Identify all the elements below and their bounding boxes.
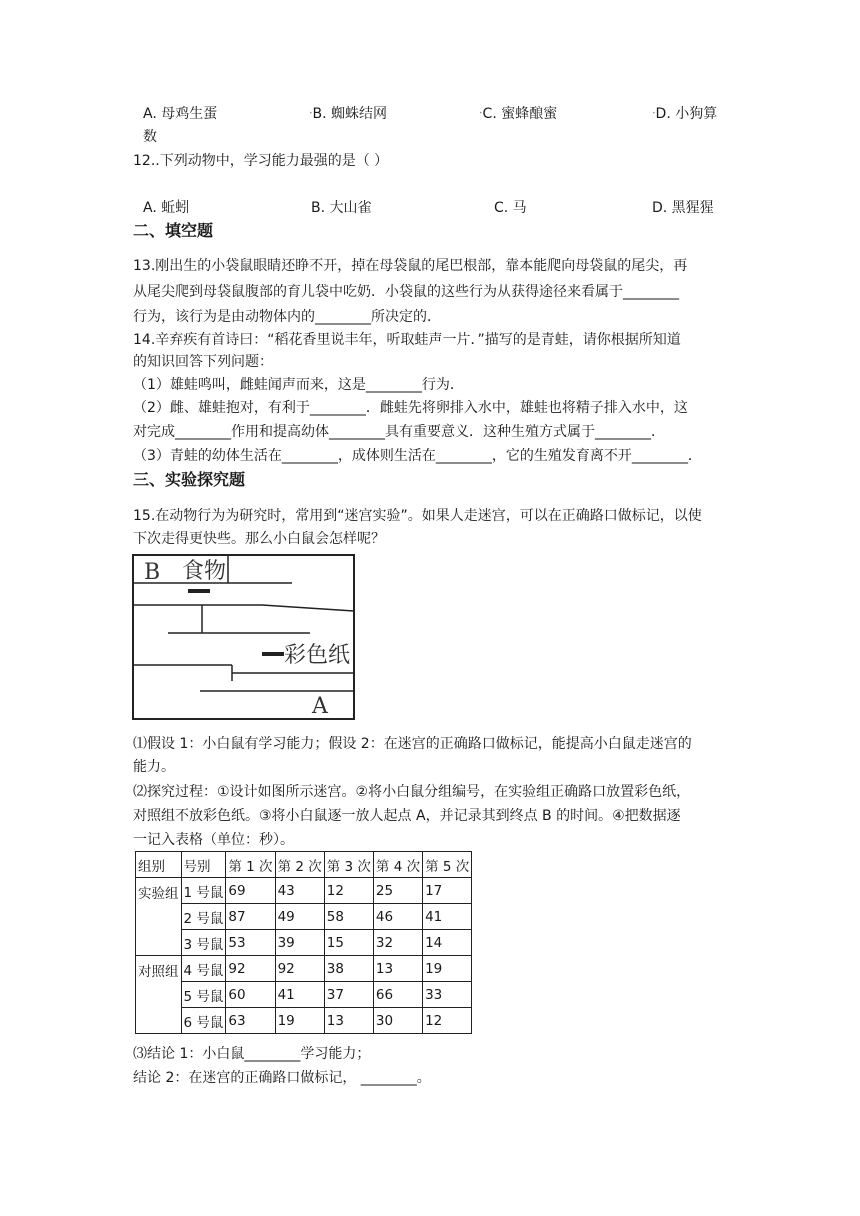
table-cell: 41 [275, 982, 324, 1008]
table-cell: 14 [423, 930, 472, 956]
table-row [136, 904, 472, 930]
table-cell: 49 [275, 904, 324, 930]
q11-option-d [652, 104, 717, 124]
q15-hypothesis-line-1: ⑴假设 1：小白鼠有学习能力；假设 2：在迷宫的正确路口做标记，能提高小白鼠走迷宫的 [133, 736, 692, 752]
maze-diagram [132, 553, 356, 721]
maze-label-colored-paper: 彩色纸 [284, 643, 351, 668]
q15-hypothesis-line-2: 能力。 [133, 759, 175, 775]
q11-option-b-text: B. 蜘蛛结网 [312, 106, 388, 122]
q15-conclusion-1: ⑶结论 1：小白鼠________学习能力； [133, 1046, 371, 1062]
maze-label-b: B [144, 560, 161, 585]
q12-option-b: B. 大山雀 [311, 200, 372, 216]
table-cell: 39 [275, 930, 324, 956]
q14-line-2: 的知识回答下列问题： [133, 354, 273, 370]
table-cell: 66 [373, 982, 422, 1008]
table-cell: 87 [226, 904, 275, 930]
table-cell: 32 [373, 930, 422, 956]
table-cell: 60 [226, 982, 275, 1008]
q15-line-2: 下次走得更快些。那么小白鼠会怎样呢？ [133, 531, 385, 547]
table-cell: 3 号鼠 [181, 930, 226, 956]
group-cell: 对照组 [136, 956, 182, 1034]
q13-line-2: 从尾尖爬到母袋鼠腹部的育儿袋中吃奶．小袋鼠的这些行为从获得途径来看属于________ [133, 284, 679, 300]
q13-line-1: 13.刚出生的小袋鼠眼睛还睁不开，掉在母袋鼠的尾巴根部，靠本能爬向母袋鼠的尾尖，再 [133, 258, 688, 274]
table-cell: 33 [423, 982, 472, 1008]
table-header-cell: 第 1 次 [226, 852, 275, 878]
maze-label-food: 食物 [182, 559, 227, 584]
table-cell: 92 [226, 956, 275, 982]
q15-conclusion-2: 结论 2：在迷宫的正确路口做标记， ________。 [133, 1070, 431, 1086]
table-cell: 13 [324, 1008, 373, 1034]
table-cell: 1 号鼠 [181, 878, 226, 904]
q15-procedure-line-3: 一记入表格（单位：秒）。 [133, 832, 294, 848]
q14-line-3: （1）雄蛙鸣叫，雌蛙闻声而来，这是________行为． [133, 377, 464, 393]
q11-option-b [309, 104, 387, 124]
results-table [135, 851, 472, 1034]
table-cell: 38 [324, 956, 373, 982]
q15-procedure-line-1: ⑵探究过程：①设计如图所示迷宫。②将小白鼠分组编号，在实验组正确路口放置彩色纸， [133, 784, 691, 800]
table-header-cell: 第 5 次 [423, 852, 472, 878]
q11-option-a-wrap: 数 [143, 129, 157, 145]
table-row [136, 956, 472, 982]
table-cell: 69 [226, 878, 275, 904]
table-cell: 63 [226, 1008, 275, 1034]
table-cell: 43 [275, 878, 324, 904]
table-header-cell: 第 3 次 [324, 852, 373, 878]
q13-line-3: 行为，该行为是由动物体内的________所决定的． [133, 309, 441, 325]
table-cell: 25 [373, 878, 422, 904]
bullet-dot-icon: • [652, 110, 656, 117]
table-cell: 17 [423, 878, 472, 904]
table-cell: 5 号鼠 [181, 982, 226, 1008]
table-cell: 58 [324, 904, 373, 930]
q14-line-6: （3）青蛙的幼体生活在________，成体则生活在________，它的生殖发育离不开________． [133, 448, 702, 464]
q11-option-a: A. 母鸡生蛋 [143, 106, 218, 122]
table-header-cell: 组别 [136, 852, 182, 878]
section-heading-fill-blank: 二、填空题 [133, 221, 214, 240]
q15-line-1: 15.在动物行为为研究时，常用到“迷宫实验”。如果人走迷宫，可以在正确路口做标记，以使 [133, 508, 702, 524]
table-cell: 6 号鼠 [181, 1008, 226, 1034]
q14-line-5: 对完成________作用和提高幼体________具有重要意义．这种生殖方式属于________． [133, 424, 665, 440]
table-cell: 53 [226, 930, 275, 956]
q12-stem: 12..下列动物中，学习能力最强的是（ ） [133, 153, 389, 169]
table-cell: 2 号鼠 [181, 904, 226, 930]
q14-line-4: （2）雌、雄蛙抱对，有利于________．雌蛙先将卵排入水中，雄蛙也将精子排入水中，这 [133, 400, 688, 416]
table-header-row [136, 852, 472, 878]
table-cell: 12 [324, 878, 373, 904]
table-cell: 19 [423, 956, 472, 982]
q14-line-1: 14.辛弃疾有首诗曰：“稻花香里说丰年，听取蛙声一片．”描写的是青蛙，请你根据所知道 [133, 332, 681, 348]
table-row [136, 930, 472, 956]
table-header-cell: 第 2 次 [275, 852, 324, 878]
bullet-dot-icon: • [309, 110, 313, 117]
q11-option-c [479, 104, 557, 124]
table-cell: 41 [423, 904, 472, 930]
table-header-cell: 第 4 次 [373, 852, 422, 878]
q12-option-d: D. 黑猩猩 [652, 200, 714, 216]
table-cell: 4 号鼠 [181, 956, 226, 982]
table-cell: 19 [275, 1008, 324, 1034]
table-row [136, 982, 472, 1008]
maze-label-a: A [312, 694, 328, 719]
table-cell: 37 [324, 982, 373, 1008]
table-cell: 46 [373, 904, 422, 930]
table-cell: 13 [373, 956, 422, 982]
table-cell: 92 [275, 956, 324, 982]
q12-option-c: C. 马 [494, 200, 527, 216]
bullet-dot-icon: • [479, 110, 483, 117]
table-row [136, 1008, 472, 1034]
table-cell: 12 [423, 1008, 472, 1034]
table-cell: 15 [324, 930, 373, 956]
q12-option-a: A. 蚯蚓 [143, 200, 190, 216]
table-cell: 30 [373, 1008, 422, 1034]
group-cell: 实验组 [136, 878, 182, 956]
q15-procedure-line-2: 对照组不放彩色纸。③将小白鼠逐一放人起点 A，并记录其到终点 B 的时间。④把数据逐 [133, 808, 681, 824]
table-row [136, 878, 472, 904]
q11-option-d-text: D. 小狗算 [655, 106, 718, 122]
q11-option-c-text: C. 蜜蜂酿蜜 [482, 106, 558, 122]
section-heading-experiment: 三、实验探究题 [133, 470, 246, 489]
table-header-cell: 号别 [181, 852, 226, 878]
